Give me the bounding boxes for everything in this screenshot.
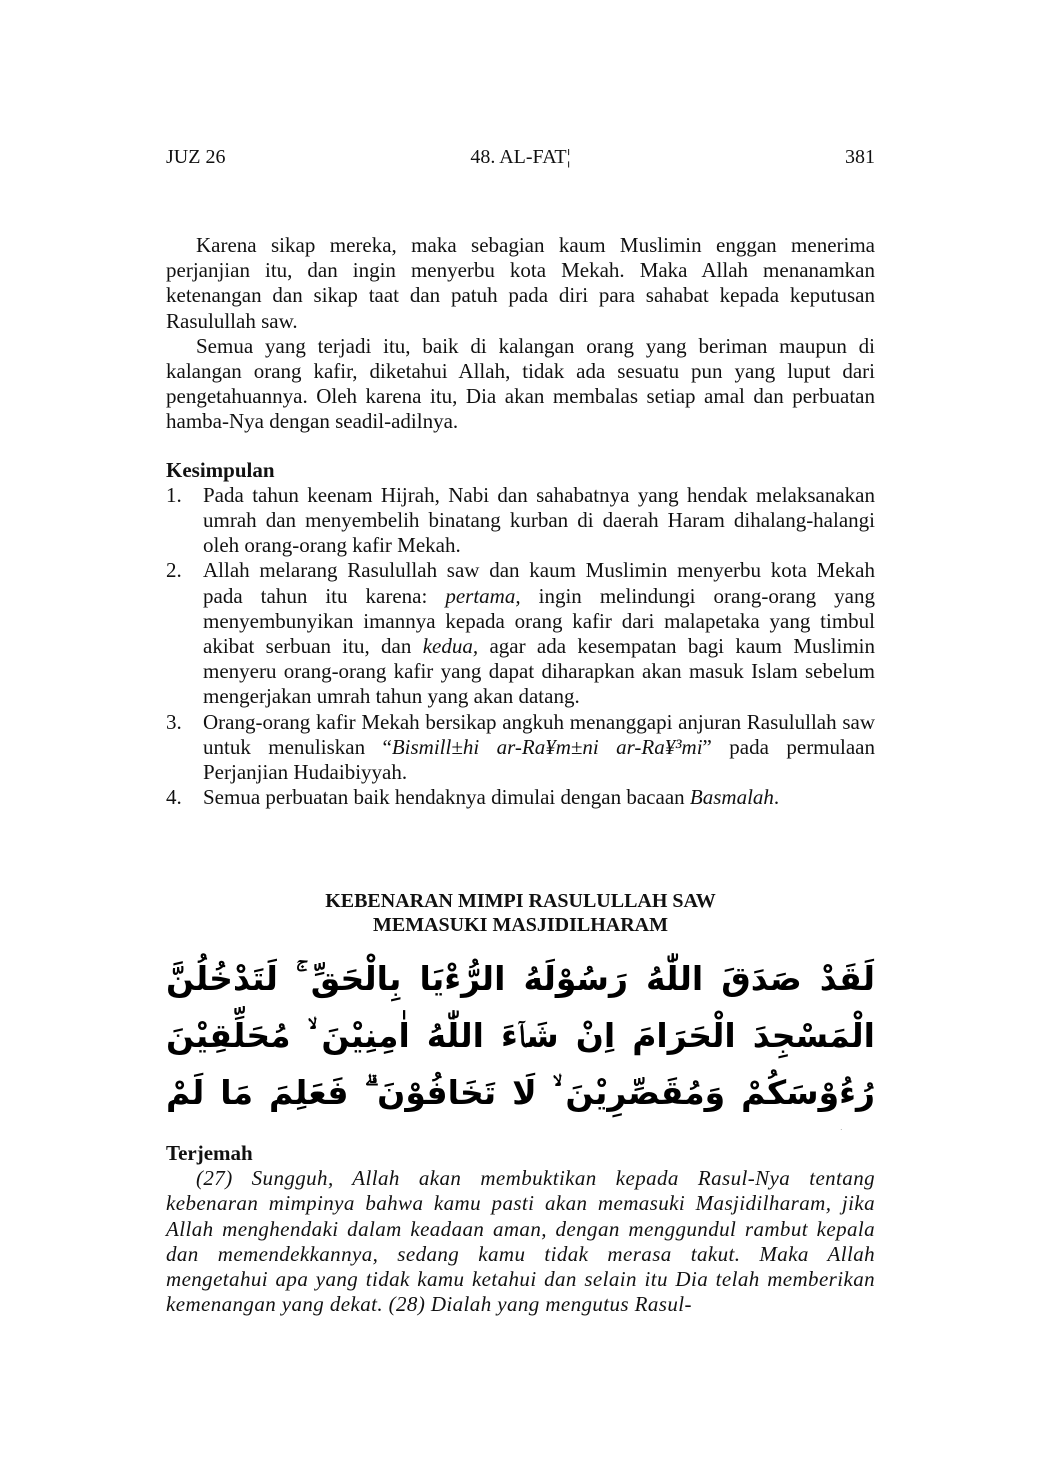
list-text: Semua perbuatan baik hendaknya dimulai dengan bacaan (203, 785, 690, 810)
list-text: Orang-orang kafir Mekah bersikap angkuh menanggapi anjuran Rasulullah saw untuk menuliskan “ (203, 709, 875, 759)
list-emphasis: pertama, (445, 583, 521, 608)
list-number: 2. (166, 558, 182, 583)
section-title (166, 889, 875, 937)
document-page (166, 0, 875, 1475)
list-emphasis: Basmalah (689, 785, 774, 810)
surah-title: 48. AL-FAT¦ (470, 146, 571, 168)
terjemah-section (166, 1141, 875, 1317)
list-text: Pada tahun keenam Hijrah, Nabi dan sahabatnya yang hendak melaksanakan umrah dan menyembelih binatang kurban di daerah Haram dihalang-halangi oleh orang-orang kafir Mekah. (203, 482, 875, 558)
list-number: 1. (166, 482, 182, 507)
list-item (166, 785, 875, 810)
list-text: Allah melarang Rasulullah saw dan kaum Muslimin menyerbu kota Mekah pada tahun itu karena: (203, 558, 875, 608)
list-emphasis: kedua, (422, 634, 479, 659)
list-emphasis: Bismill±hi ar-Ra¥m±ni ar-Ra¥³mi (391, 734, 703, 759)
list-text: ingin melindungi orang-orang yang menyembunyikan imannya kepada orang kafir dari malapetaka yang timbul akibat serbuan itu, dan (203, 583, 875, 659)
arabic-verses (166, 950, 875, 1130)
juz-label: JUZ 26 (166, 146, 226, 168)
main-body (166, 233, 875, 810)
list-item (166, 710, 875, 786)
intro-paragraph-2: Semua yang terjadi itu, baik di kalangan orang yang beriman maupun di kalangan orang kafir, diketahui Allah, tidak ada sesuatu pun yang luput dari pengetahuannya. Oleh karena itu, Dia akan membalas setiap amal dan perbuatan hamba-Nya dengan seadil-adilnya. (166, 333, 875, 434)
kesimpulan-heading: Kesimpulan (166, 457, 275, 482)
list-text: . (773, 785, 780, 810)
section-title-line-1: KEBENARAN MIMPI RASULULLAH SAW (325, 890, 716, 912)
intro-paragraph-1: Karena sikap mereka, maka sebagian kaum Muslimin enggan menerima perjanjian itu, dan ingin menyerbu kota Mekah. Maka Allah menanamkan ketenangan dan sikap taat dan patuh pada diri para sahabat kepada keputusan Rasulullah saw. (166, 233, 875, 333)
page-header (166, 146, 875, 176)
terjemah-heading: Terjemah (166, 1141, 253, 1165)
list-item (166, 483, 875, 559)
list-item (166, 558, 875, 709)
kesimpulan-list (166, 483, 875, 811)
list-text: agar ada kesempatan bagi kaum Muslimin menyeru orang-orang kafir yang dapat diharapkan akan masuk Islam sebelum mengerjakan umrah tahun yang akan datang. (203, 634, 876, 709)
list-number: 4. (166, 785, 182, 810)
list-number: 3. (166, 709, 182, 734)
arabic-verse-27: لَقَدْ صَدَقَ اللّٰهُ رَسُوْلَهُ الرُّءْيَا بِالْحَقِّ ۚ لَتَدْخُلُنَّ الْمَسْجِدَ الْحَرَامَ اِنْ شَاۤءَ اللّٰهُ اٰمِنِيْنَ ۙ مُحَلِّقِيْنَ رُءُوْسَكُمْ وَمُقَصِّرِيْنَ ۙ لَا تَخَافُوْنَ ۗ فَعَلِمَ مَا لَمْ (166, 959, 875, 1112)
section-title-line-2: MEMASUKI MASJIDILHARAM (373, 914, 668, 936)
page-number: 381 (845, 146, 875, 168)
list-text: ” pada permulaan Perjanjian Hudaibiyyah. (203, 734, 875, 785)
terjemah-text: (27) Sungguh, Allah akan membuktikan kepada Rasul-Nya tentang kebenaran mimpinya bahwa kamu pasti akan memasuki Masjidilharam, jika Allah menghendaki dalam keadaan aman, dengan menggundul rambut kepala dan memendekkannya, sedang kamu tidak merasa takut. Maka Allah mengetahui apa yang tidak kamu ketahui dan selain itu Dia telah memberikan kemenangan yang dekat. (28) Dialah yang mengutus Rasul- (166, 1166, 875, 1317)
